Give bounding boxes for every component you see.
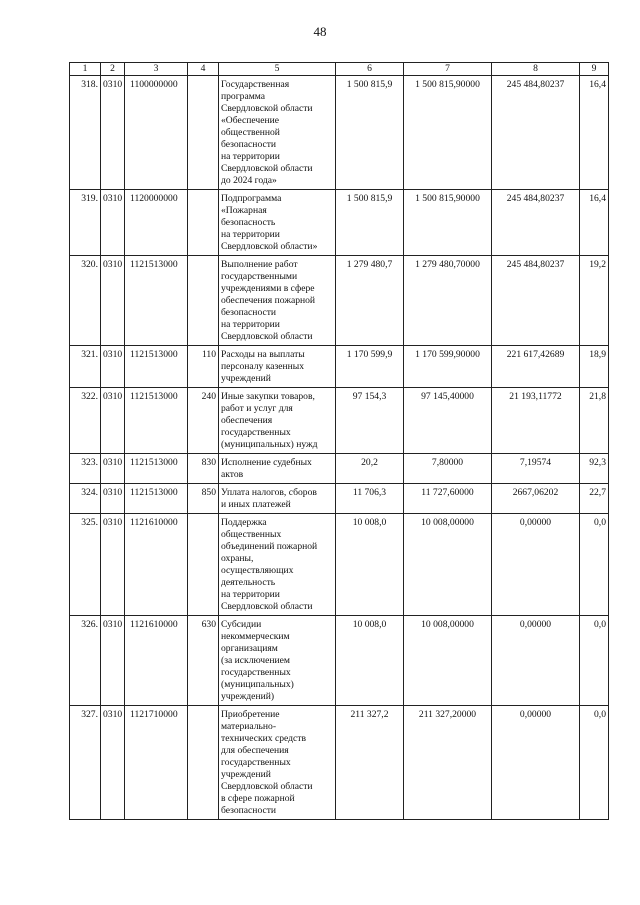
item-name-line: безопасности bbox=[221, 307, 277, 318]
item-name-line: государственных bbox=[221, 757, 291, 768]
item-name-line: объединений пожарной bbox=[221, 541, 318, 552]
item-name bbox=[219, 706, 336, 820]
target-code: 1121610000 bbox=[125, 616, 188, 706]
item-name-line: организациям bbox=[221, 643, 278, 654]
plan-amount: 11 706,3 bbox=[336, 484, 404, 514]
header-col-9: 9 bbox=[580, 63, 609, 76]
refined-amount: 1 500 815,90000 bbox=[404, 190, 492, 256]
expense-type: 830 bbox=[188, 454, 219, 484]
execution-percent: 0,0 bbox=[580, 514, 609, 616]
table-row bbox=[70, 616, 609, 706]
item-name-line: обеспечения пожарной bbox=[221, 295, 316, 306]
target-code: 1121513000 bbox=[125, 454, 188, 484]
item-name-line: Выполнение работ bbox=[221, 259, 298, 270]
item-name-line: Свердловской области bbox=[221, 781, 313, 792]
page-number: 48 bbox=[313, 24, 327, 39]
target-code: 1121513000 bbox=[125, 256, 188, 346]
expense-type: 240 bbox=[188, 388, 219, 454]
item-name-line: безопасность bbox=[221, 217, 276, 228]
table-row bbox=[70, 346, 609, 388]
section-code: 0310 bbox=[101, 484, 125, 514]
table-row bbox=[70, 706, 609, 820]
executed-amount: 0,00000 bbox=[492, 706, 580, 820]
header-col-8: 8 bbox=[492, 63, 580, 76]
item-name-line: Субсидии bbox=[221, 619, 262, 630]
target-code: 1100000000 bbox=[125, 76, 188, 190]
row-number: 321. bbox=[70, 346, 101, 388]
item-name-line: Уплата налогов, сборов bbox=[221, 487, 317, 498]
item-name-line: «Пожарная bbox=[221, 205, 267, 216]
item-name-line: Иные закупки товаров, bbox=[221, 391, 315, 402]
section-code: 0310 bbox=[101, 76, 125, 190]
refined-amount: 7,80000 bbox=[404, 454, 492, 484]
section-code: 0310 bbox=[101, 346, 125, 388]
item-name bbox=[219, 346, 336, 388]
header-col-3: 3 bbox=[125, 63, 188, 76]
item-name-line: Поддержка bbox=[221, 517, 267, 528]
item-name-line: на территории bbox=[221, 151, 280, 162]
item-name-line: охраны, bbox=[221, 553, 254, 564]
item-name bbox=[219, 454, 336, 484]
section-code: 0310 bbox=[101, 256, 125, 346]
expense-type: 110 bbox=[188, 346, 219, 388]
execution-percent: 18,9 bbox=[580, 346, 609, 388]
expense-type bbox=[188, 514, 219, 616]
execution-percent: 16,4 bbox=[580, 190, 609, 256]
section-code: 0310 bbox=[101, 388, 125, 454]
execution-percent: 0,0 bbox=[580, 616, 609, 706]
item-name-line: Подпрограмма bbox=[221, 193, 282, 204]
item-name-line: Свердловской области bbox=[221, 103, 313, 114]
executed-amount: 221 617,42689 bbox=[492, 346, 580, 388]
section-code: 0310 bbox=[101, 706, 125, 820]
executed-amount: 245 484,80237 bbox=[492, 76, 580, 190]
item-name bbox=[219, 616, 336, 706]
item-name-line: государственных bbox=[221, 427, 291, 438]
plan-amount: 1 500 815,9 bbox=[336, 190, 404, 256]
expense-type bbox=[188, 76, 219, 190]
executed-amount: 0,00000 bbox=[492, 514, 580, 616]
item-name bbox=[219, 388, 336, 454]
item-name-line: государственными bbox=[221, 271, 298, 282]
item-name-line: общественной bbox=[221, 127, 280, 138]
header-row bbox=[70, 63, 609, 76]
item-name-line: Свердловской области» bbox=[221, 241, 318, 252]
target-code: 1121710000 bbox=[125, 706, 188, 820]
expense-type: 630 bbox=[188, 616, 219, 706]
execution-percent: 21,8 bbox=[580, 388, 609, 454]
refined-amount: 1 500 815,90000 bbox=[404, 76, 492, 190]
executed-amount: 21 193,11772 bbox=[492, 388, 580, 454]
table-row bbox=[70, 454, 609, 484]
item-name-line: некоммерческим bbox=[221, 631, 290, 642]
item-name-line: обеспечения bbox=[221, 415, 273, 426]
execution-percent: 0,0 bbox=[580, 706, 609, 820]
item-name-line: Исполнение судебных bbox=[221, 457, 312, 468]
executed-amount: 2667,06202 bbox=[492, 484, 580, 514]
expense-type bbox=[188, 190, 219, 256]
plan-amount: 20,2 bbox=[336, 454, 404, 484]
item-name-line: осуществляющих bbox=[221, 565, 294, 576]
executed-amount: 0,00000 bbox=[492, 616, 580, 706]
table-header bbox=[70, 63, 609, 76]
executed-amount: 7,19574 bbox=[492, 454, 580, 484]
execution-percent: 16,4 bbox=[580, 76, 609, 190]
table-row bbox=[70, 388, 609, 454]
item-name-line: технических средств bbox=[221, 733, 307, 744]
item-name-line: программа bbox=[221, 91, 266, 102]
section-code: 0310 bbox=[101, 454, 125, 484]
item-name-line: общественных bbox=[221, 529, 282, 540]
row-number: 319. bbox=[70, 190, 101, 256]
item-name-line: материально- bbox=[221, 721, 277, 732]
expense-type: 850 bbox=[188, 484, 219, 514]
section-code: 0310 bbox=[101, 616, 125, 706]
item-name bbox=[219, 76, 336, 190]
target-code: 1121513000 bbox=[125, 346, 188, 388]
item-name-line: безопасности bbox=[221, 139, 277, 150]
item-name-line: до 2024 года» bbox=[221, 175, 277, 186]
refined-amount: 1 279 480,70000 bbox=[404, 256, 492, 346]
item-name-line: (за исключением bbox=[221, 655, 290, 666]
item-name-line: Свердловской области bbox=[221, 163, 313, 174]
row-number: 324. bbox=[70, 484, 101, 514]
table-row bbox=[70, 190, 609, 256]
item-name-line: на территории bbox=[221, 229, 280, 240]
plan-amount: 1 170 599,9 bbox=[336, 346, 404, 388]
row-number: 325. bbox=[70, 514, 101, 616]
refined-amount: 11 727,60000 bbox=[404, 484, 492, 514]
header-col-6: 6 bbox=[336, 63, 404, 76]
item-name-line: (муниципальных) bbox=[221, 679, 294, 690]
item-name bbox=[219, 256, 336, 346]
executed-amount: 245 484,80237 bbox=[492, 256, 580, 346]
executed-amount: 245 484,80237 bbox=[492, 190, 580, 256]
item-name-line: учреждений bbox=[221, 769, 271, 780]
plan-amount: 211 327,2 bbox=[336, 706, 404, 820]
target-code: 1121513000 bbox=[125, 484, 188, 514]
item-name-line: Свердловской области bbox=[221, 601, 313, 612]
plan-amount: 97 154,3 bbox=[336, 388, 404, 454]
execution-percent: 92,3 bbox=[580, 454, 609, 484]
item-name-line: учреждений bbox=[221, 373, 271, 384]
row-number: 323. bbox=[70, 454, 101, 484]
item-name bbox=[219, 190, 336, 256]
header-col-4: 4 bbox=[188, 63, 219, 76]
expense-type bbox=[188, 256, 219, 346]
execution-percent: 22,7 bbox=[580, 484, 609, 514]
table-row bbox=[70, 484, 609, 514]
table-body bbox=[70, 76, 609, 820]
plan-amount: 10 008,0 bbox=[336, 616, 404, 706]
item-name-line: «Обеспечение bbox=[221, 115, 279, 126]
table-row bbox=[70, 76, 609, 190]
row-number: 326. bbox=[70, 616, 101, 706]
item-name-line: работ и услуг для bbox=[221, 403, 293, 414]
refined-amount: 211 327,20000 bbox=[404, 706, 492, 820]
item-name-line: деятельность bbox=[221, 577, 276, 588]
target-code: 1121513000 bbox=[125, 388, 188, 454]
item-name-line: и иных платежей bbox=[221, 499, 291, 510]
header-col-5: 5 bbox=[219, 63, 336, 76]
plan-amount: 10 008,0 bbox=[336, 514, 404, 616]
item-name-line: для обеспечения bbox=[221, 745, 289, 756]
item-name-line: (муниципальных) нужд bbox=[221, 439, 318, 450]
item-name-line: Расходы на выплаты bbox=[221, 349, 305, 360]
expense-type bbox=[188, 706, 219, 820]
row-number: 327. bbox=[70, 706, 101, 820]
header-col-7: 7 bbox=[404, 63, 492, 76]
plan-amount: 1 500 815,9 bbox=[336, 76, 404, 190]
item-name-line: актов bbox=[221, 469, 244, 480]
refined-amount: 10 008,00000 bbox=[404, 514, 492, 616]
header-col-1: 1 bbox=[70, 63, 101, 76]
refined-amount: 97 145,40000 bbox=[404, 388, 492, 454]
section-code: 0310 bbox=[101, 190, 125, 256]
execution-percent: 19,2 bbox=[580, 256, 609, 346]
item-name-line: государственных bbox=[221, 667, 291, 678]
target-code: 1120000000 bbox=[125, 190, 188, 256]
section-code: 0310 bbox=[101, 514, 125, 616]
item-name bbox=[219, 484, 336, 514]
item-name-line: в сфере пожарной bbox=[221, 793, 295, 804]
row-number: 318. bbox=[70, 76, 101, 190]
item-name-line: персоналу казенных bbox=[221, 361, 305, 372]
item-name-line: учреждениями в сфере bbox=[221, 283, 315, 294]
item-name bbox=[219, 514, 336, 616]
item-name-line: на территории bbox=[221, 589, 280, 600]
table-row bbox=[70, 514, 609, 616]
row-number: 320. bbox=[70, 256, 101, 346]
item-name-line: безопасности bbox=[221, 805, 277, 816]
header-col-2: 2 bbox=[101, 63, 125, 76]
item-name-line: Государственная bbox=[221, 79, 290, 90]
item-name-line: учреждений) bbox=[221, 691, 275, 702]
table-row bbox=[70, 256, 609, 346]
target-code: 1121610000 bbox=[125, 514, 188, 616]
row-number: 322. bbox=[70, 388, 101, 454]
item-name-line: Приобретение bbox=[221, 709, 280, 720]
item-name-line: Свердловской области bbox=[221, 331, 313, 342]
plan-amount: 1 279 480,7 bbox=[336, 256, 404, 346]
refined-amount: 10 008,00000 bbox=[404, 616, 492, 706]
budget-table bbox=[69, 62, 609, 820]
refined-amount: 1 170 599,90000 bbox=[404, 346, 492, 388]
item-name-line: на территории bbox=[221, 319, 280, 330]
